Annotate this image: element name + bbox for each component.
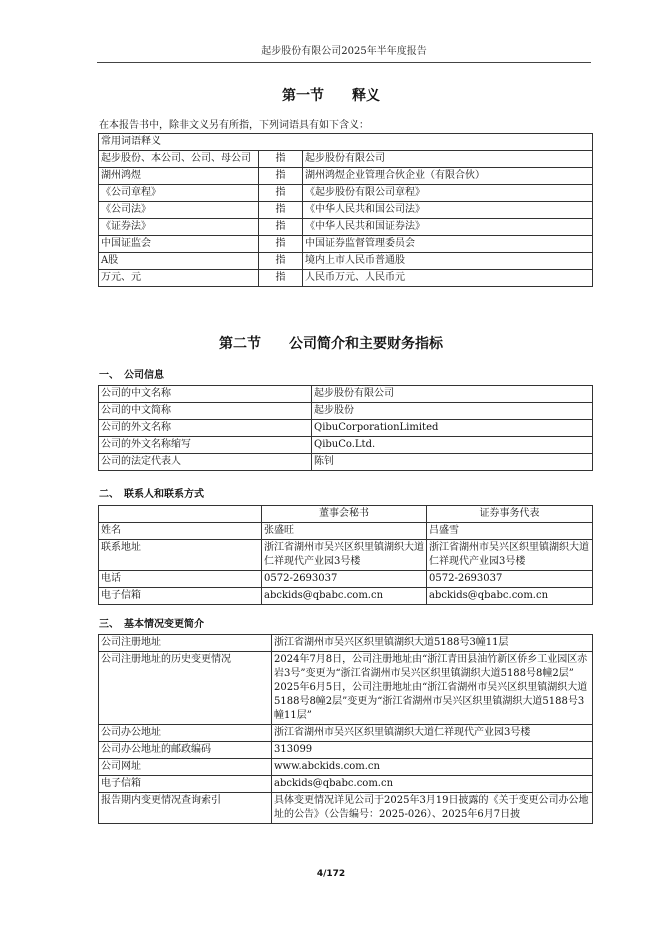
basic-info-label: 公司注册地址的历史变更情况 bbox=[99, 652, 272, 725]
contact-label: 电子信箱 bbox=[99, 588, 262, 605]
glossary-mid: 指 bbox=[259, 151, 303, 168]
contact-header-row bbox=[99, 506, 593, 523]
company-info-row bbox=[99, 386, 593, 403]
company-info-row bbox=[99, 454, 593, 471]
contact-secretary-value: 0572-2693037 bbox=[262, 571, 427, 588]
basic-info-value: 浙江省湖州市吴兴区织里镇湖织大道仁祥现代产业园3号楼 bbox=[272, 725, 593, 742]
contact-header-empty bbox=[99, 506, 262, 523]
glossary-row bbox=[99, 253, 593, 270]
contact-secretary-value: 浙江省湖州市吴兴区织里镇湖织大道仁祥现代产业园3号楼 bbox=[262, 540, 427, 571]
glossary-row bbox=[99, 168, 593, 185]
glossary-definition: 《中华人民共和国公司法》 bbox=[303, 202, 593, 219]
glossary-term: 万元、元 bbox=[99, 270, 259, 287]
company-info-row bbox=[99, 437, 593, 454]
glossary-row bbox=[99, 270, 593, 287]
company-info-heading: 一、 公司信息 bbox=[99, 370, 164, 381]
basic-info-label: 公司注册地址 bbox=[99, 635, 272, 652]
glossary-mid: 指 bbox=[259, 219, 303, 236]
basic-info-value: 313099 bbox=[272, 742, 593, 759]
contact-row bbox=[99, 523, 593, 540]
basic-info-row bbox=[99, 725, 593, 742]
section-1-intro: 在本报告书中，除非文义另有所指，下列词语具有如下含义： bbox=[99, 120, 369, 131]
section-2-title: 第二节 公司简介和主要财务指标 bbox=[219, 336, 443, 352]
glossary-term: 《公司法》 bbox=[99, 202, 259, 219]
company-info-label: 公司的外文名称 bbox=[99, 420, 312, 437]
glossary-header-row bbox=[99, 134, 593, 151]
glossary-row bbox=[99, 185, 593, 202]
basic-info-row bbox=[99, 635, 593, 652]
history-change-2: 2025年6月5日，公司注册地址由“浙江省湖州市吴兴区织里镇湖织大道5188号8幢2层”变更为“浙江省湖州市吴兴区织里镇湖织大道5188号3幢11层” bbox=[274, 682, 588, 721]
contact-label: 联系地址 bbox=[99, 540, 262, 571]
glossary-definition: 人民币万元、人民币元 bbox=[303, 270, 593, 287]
glossary-definition: 起步股份有限公司 bbox=[303, 151, 593, 168]
glossary-row bbox=[99, 151, 593, 168]
contact-rep-value: abckids@qbabc.com.cn bbox=[427, 588, 593, 605]
company-info-value: 起步股份 bbox=[312, 403, 593, 420]
company-info-row bbox=[99, 403, 593, 420]
contact-header-rep: 证券事务代表 bbox=[427, 506, 593, 523]
basic-info-value: 浙江省湖州市吴兴区织里镇湖织大道5188号3幢11层 bbox=[272, 635, 593, 652]
company-info-value: 陈钊 bbox=[312, 454, 593, 471]
company-info-label: 公司的中文名称 bbox=[99, 386, 312, 403]
glossary-row bbox=[99, 219, 593, 236]
glossary-term: 中国证监会 bbox=[99, 236, 259, 253]
company-info-label: 公司的外文名称缩写 bbox=[99, 437, 312, 454]
contact-header-secretary: 董事会秘书 bbox=[262, 506, 427, 523]
history-change-1: 2024年7月8日，公司注册地址由“浙江青田县油竹新区侨乡工业园区赤岩3号”变更为“浙江省湖州市吴兴区织里镇湖织大道5188号8幢2层” bbox=[274, 654, 588, 679]
contact-table bbox=[98, 505, 593, 605]
glossary-definition: 中国证券监督管理委员会 bbox=[303, 236, 593, 253]
contact-rep-value: 浙江省湖州市吴兴区织里镇湖织大道仁祥现代产业园3号楼 bbox=[427, 540, 593, 571]
company-info-row bbox=[99, 420, 593, 437]
contact-label: 电话 bbox=[99, 571, 262, 588]
basic-info-value: www.abckids.com.cn bbox=[272, 759, 593, 776]
contact-heading: 二、 联系人和联系方式 bbox=[99, 489, 204, 500]
contact-rep-value: 吕盛雪 bbox=[427, 523, 593, 540]
basic-info-table bbox=[98, 634, 593, 824]
basic-info-row bbox=[99, 652, 593, 725]
company-info-value: QibuCorporationLimited bbox=[312, 420, 593, 437]
glossary-table bbox=[98, 133, 593, 287]
basic-info-heading: 三、 基本情况变更简介 bbox=[99, 619, 204, 630]
glossary-definition: 湖州鸿煜企业管理合伙企业（有限合伙） bbox=[303, 168, 593, 185]
glossary-mid: 指 bbox=[259, 236, 303, 253]
glossary-mid: 指 bbox=[259, 202, 303, 219]
company-info-label: 公司的法定代表人 bbox=[99, 454, 312, 471]
glossary-mid: 指 bbox=[259, 253, 303, 270]
basic-info-value bbox=[272, 652, 593, 725]
glossary-mid: 指 bbox=[259, 270, 303, 287]
company-info-value: QibuCo.Ltd. bbox=[312, 437, 593, 454]
company-info-label: 公司的中文简称 bbox=[99, 403, 312, 420]
glossary-mid: 指 bbox=[259, 168, 303, 185]
basic-info-label: 报告期内变更情况查询索引 bbox=[99, 793, 272, 824]
basic-info-body bbox=[99, 635, 593, 824]
glossary-term: 湖州鸿煜 bbox=[99, 168, 259, 185]
glossary-term: 起步股份、本公司、公司、母公司 bbox=[99, 151, 259, 168]
contact-row bbox=[99, 540, 593, 571]
glossary-mid: 指 bbox=[259, 185, 303, 202]
basic-info-row bbox=[99, 776, 593, 793]
basic-info-label: 公司网址 bbox=[99, 759, 272, 776]
contact-rep-value: 0572-2693037 bbox=[427, 571, 593, 588]
glossary-term: 《证券法》 bbox=[99, 219, 259, 236]
glossary-definition: 《起步股份有限公司章程》 bbox=[303, 185, 593, 202]
glossary-row bbox=[99, 236, 593, 253]
glossary-body bbox=[99, 151, 593, 287]
company-info-body bbox=[99, 386, 593, 471]
contact-secretary-value: 张盛旺 bbox=[262, 523, 427, 540]
contact-secretary-value: abckids@qbabc.com.cn bbox=[262, 588, 427, 605]
contact-body bbox=[99, 523, 593, 605]
basic-info-label: 电子信箱 bbox=[99, 776, 272, 793]
basic-info-label: 公司办公地址 bbox=[99, 725, 272, 742]
glossary-header: 常用词语释义 bbox=[99, 134, 593, 151]
contact-label: 姓名 bbox=[99, 523, 262, 540]
glossary-definition: 《中华人民共和国证券法》 bbox=[303, 219, 593, 236]
basic-info-value: abckids@qbabc.com.cn bbox=[272, 776, 593, 793]
glossary-term: 《公司章程》 bbox=[99, 185, 259, 202]
glossary-term: A股 bbox=[99, 253, 259, 270]
basic-info-label: 公司办公地址的邮政编码 bbox=[99, 742, 272, 759]
page-number: 4/172 bbox=[316, 869, 346, 879]
basic-info-value: 具体变更情况详见公司于2025年3月19日披露的《关于变更公司办公地址的公告》（公告编号：2025-026）、2025年6月7日披 bbox=[272, 793, 593, 824]
contact-row bbox=[99, 588, 593, 605]
glossary-row bbox=[99, 202, 593, 219]
basic-info-row bbox=[99, 759, 593, 776]
page-header: 起步股份有限公司2025年半年度报告 bbox=[97, 44, 591, 63]
company-info-value: 起步股份有限公司 bbox=[312, 386, 593, 403]
basic-info-row bbox=[99, 793, 593, 824]
glossary-definition: 境内上市人民币普通股 bbox=[303, 253, 593, 270]
section-1-title: 第一节 释义 bbox=[282, 88, 380, 104]
basic-info-row bbox=[99, 742, 593, 759]
contact-row bbox=[99, 571, 593, 588]
company-info-table bbox=[98, 385, 593, 471]
